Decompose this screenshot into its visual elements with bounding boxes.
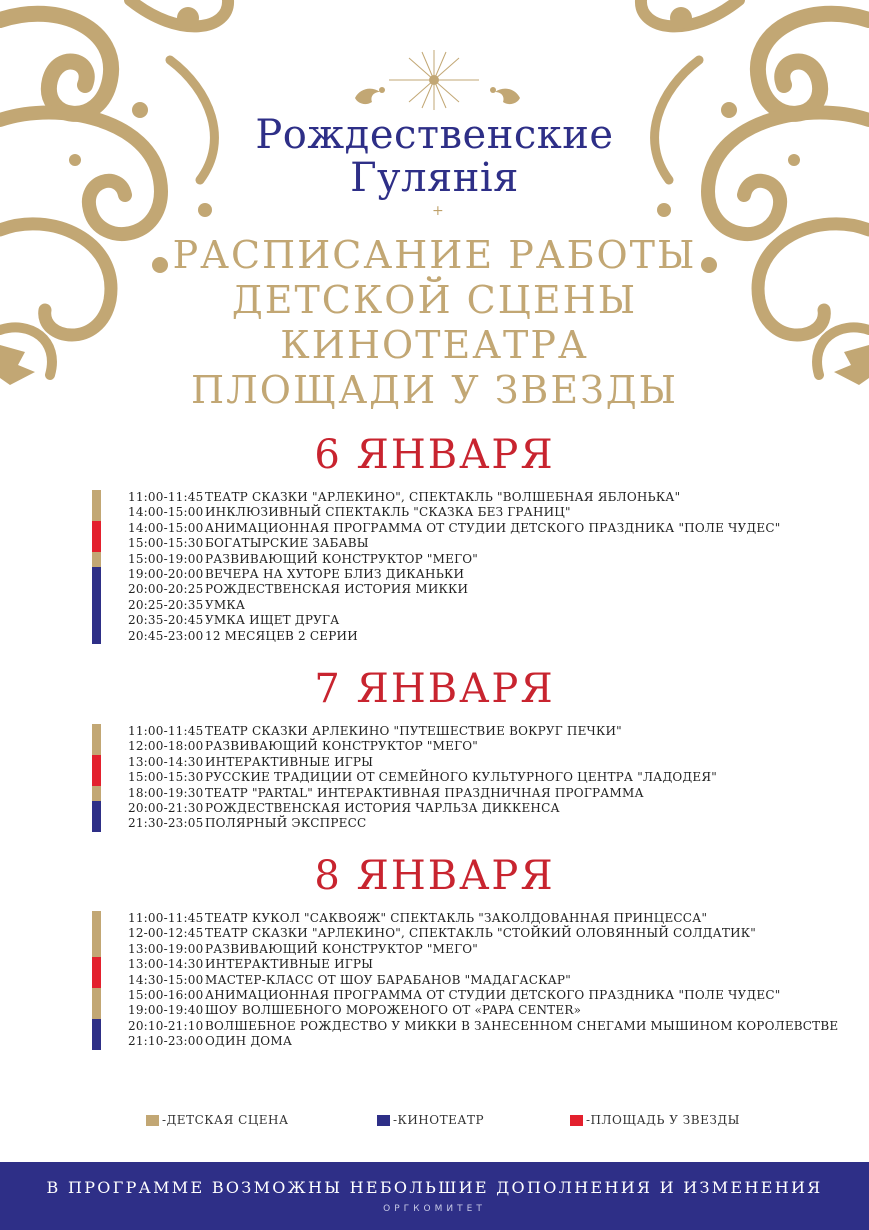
event-time: 20:00-21:30 xyxy=(128,800,204,815)
event-description: ТЕАТР СКАЗКИ АРЛЕКИНО "ПУТЕШЕСТВИЕ ВОКРУГ ПЕЧКИ" xyxy=(205,724,622,738)
event-time: 15:00-16:00 xyxy=(128,987,204,1002)
venue-color-bar xyxy=(92,911,101,926)
venue-color-bar xyxy=(92,490,101,505)
venue-color-bar xyxy=(92,567,101,582)
event-time: 20:25-20:35 xyxy=(128,597,204,612)
event-description: ТЕАТР СКАЗКИ "АРЛЕКИНО", СПЕКТАКЛЬ "СТОЙКИЙ ОЛОВЯННЫЙ СОЛДАТИК" xyxy=(205,926,756,941)
event-description: БОГАТЫРСКИЕ ЗАБАВЫ xyxy=(205,536,369,551)
event-time: 13:00-14:30 xyxy=(128,957,204,972)
star-icon xyxy=(384,50,484,110)
legend-swatch xyxy=(146,1115,159,1126)
event-description: РАЗВИВАЮЩИЙ КОНСТРУКТОР "МЕГО" xyxy=(205,739,478,754)
event-description: ВОЛШЕБНОЕ РОЖДЕСТВО У МИККИ В ЗАНЕСЕННОМ СНЕГАМИ МЫШИНОМ КОРОЛЕВСТВЕ xyxy=(205,1018,839,1033)
venue-color-bar xyxy=(92,816,101,831)
event-description: ИНКЛЮЗИВНЫЙ СПЕКТАКЛЬ "СКАЗКА БЕЗ ГРАНИЦ" xyxy=(205,505,571,520)
event-time: 18:00-19:30 xyxy=(128,785,204,800)
event-time: 13:00-19:00 xyxy=(128,941,204,956)
event-time: 19:00-19:40 xyxy=(128,1003,204,1018)
venue-color-bar xyxy=(92,521,101,536)
subtitle-line: РАСПИСАНИЕ РАБОТЫ xyxy=(172,233,697,277)
legend-item-kids-stage xyxy=(146,1113,289,1127)
event-time: 20:45-23:00 xyxy=(128,628,204,643)
legend xyxy=(0,1113,869,1133)
venue-color-bar xyxy=(92,770,101,785)
event-time: 19:00-20:00 xyxy=(128,566,204,581)
event-description: РУССКИЕ ТРАДИЦИИ ОТ СЕМЕЙНОГО КУЛЬТУРНОГО ЦЕНТРА "ЛАДОДЕЯ" xyxy=(205,770,717,785)
legend-swatch xyxy=(377,1115,390,1126)
event-time: 20:35-20:45 xyxy=(128,613,204,628)
venue-color-bar xyxy=(92,801,101,816)
venue-color-bar xyxy=(92,582,101,597)
day-title: 6 ЯНВАРЯ xyxy=(314,432,555,478)
footer-notice: В ПРОГРАММЕ ВОЗМОЖНЫ НЕБОЛЬШИЕ ДОПОЛНЕНИЯ И ИЗМЕНЕНИЯ xyxy=(46,1178,823,1197)
venue-color-bar xyxy=(92,536,101,551)
venue-color-bar xyxy=(92,598,101,613)
venue-color-bar xyxy=(92,724,101,739)
event-time: 14:00-15:00 xyxy=(128,505,204,520)
venue-color-bar xyxy=(92,942,101,957)
event-description: ИНТЕРАКТИВНЫЕ ИГРЫ xyxy=(205,957,374,972)
legend-swatch xyxy=(570,1115,583,1126)
event-time: 20:10-21:10 xyxy=(128,1018,204,1033)
subtitle-line: КИНОТЕАТРА xyxy=(280,323,589,367)
legend-item-cinema xyxy=(377,1113,484,1127)
event-time: 21:30-23:05 xyxy=(128,816,204,831)
event-description: МАСТЕР-КЛАСС ОТ ШОУ БАРАБАНОВ "МАДАГАСКАР" xyxy=(205,972,571,987)
event-description: ВЕЧЕРА НА ХУТОРЕ БЛИЗ ДИКАНЬКИ xyxy=(205,566,465,581)
event-description: ОДИН ДОМА xyxy=(205,1034,293,1049)
venue-color-bar xyxy=(92,552,101,567)
event-time: 12-00-12:45 xyxy=(128,926,204,941)
venue-color-bar xyxy=(92,739,101,754)
legend-label: -ДЕТСКАЯ СЦЕНА xyxy=(162,1113,289,1127)
event-description: ТЕАТР СКАЗКИ "АРЛЕКИНО", СПЕКТАКЛЬ "ВОЛШЕБНАЯ ЯБЛОНЬКА" xyxy=(205,490,681,504)
footer-signature: ОРГКОМИТЕТ xyxy=(383,1204,486,1214)
event-description: ИНТЕРАКТИВНЫЕ ИГРЫ xyxy=(205,754,374,769)
event-time: 13:00-14:30 xyxy=(128,754,204,769)
angel-left-icon xyxy=(350,80,390,110)
event-description: АНИМАЦИОННАЯ ПРОГРАММА ОТ СТУДИИ ДЕТСКОГО ПРАЗДНИКА "ПОЛЕ ЧУДЕС" xyxy=(205,520,781,535)
event-time: 11:00-11:45 xyxy=(128,724,204,738)
event-description: РОЖДЕСТВЕНСКАЯ ИСТОРИЯ МИККИ xyxy=(205,582,469,597)
venue-color-bar xyxy=(92,613,101,628)
event-time: 14:00-15:00 xyxy=(128,520,204,535)
venue-color-bar xyxy=(92,988,101,1003)
event-description: ШОУ ВОЛШЕБНОГО МОРОЖЕНОГО ОТ «PAPA CENTER» xyxy=(205,1003,582,1018)
day-title: 8 ЯНВАРЯ xyxy=(314,853,555,899)
event-description: УМКА xyxy=(205,597,246,612)
event-time: 14:30-15:00 xyxy=(128,972,204,987)
event-time: 11:00-11:45 xyxy=(128,911,204,925)
event-time: 12:00-18:00 xyxy=(128,739,204,754)
event-time: 15:00-19:00 xyxy=(128,551,204,566)
event-time: 21:10-23:00 xyxy=(128,1034,204,1049)
angel-right-icon xyxy=(485,80,525,110)
legend-item-star-square xyxy=(570,1113,740,1127)
subtitle-line: ПЛОЩАДИ У ЗВЕЗДЫ xyxy=(190,368,679,412)
venue-color-bar xyxy=(92,1003,101,1018)
day-title: 7 ЯНВАРЯ xyxy=(314,666,555,712)
legend-label: -ПЛОЩАДЬ У ЗВЕЗДЫ xyxy=(586,1113,740,1127)
event-description: РАЗВИВАЮЩИЙ КОНСТРУКТОР "МЕГО" xyxy=(205,941,478,956)
venue-color-bar xyxy=(92,957,101,972)
event-description: ПОЛЯРНЫЙ ЭКСПРЕСС xyxy=(205,816,367,831)
venue-color-bar xyxy=(92,1019,101,1034)
subtitle-line: ДЕТСКОЙ СЦЕНЫ xyxy=(231,278,638,322)
event-title-line2: Гулянія xyxy=(350,155,519,201)
small-star-icon: + xyxy=(432,203,444,219)
legend-label: -КИНОТЕАТР xyxy=(393,1113,485,1127)
venue-color-bar xyxy=(92,786,101,801)
venue-color-bar xyxy=(92,973,101,988)
event-description: ТЕАТР КУКОЛ "САКВОЯЖ" СПЕКТАКЛЬ "ЗАКОЛДОВАННАЯ ПРИНЦЕССА" xyxy=(205,911,708,925)
venue-color-bar xyxy=(92,926,101,941)
event-title-line1: Рождественские xyxy=(255,112,614,158)
venue-color-bar xyxy=(92,1034,101,1049)
event-time: 15:00-15:30 xyxy=(128,770,204,785)
event-time: 20:00-20:25 xyxy=(128,582,204,597)
schedule-subtitle xyxy=(0,233,869,413)
event-description: РОЖДЕСТВЕНСКАЯ ИСТОРИЯ ЧАРЛЬЗА ДИККЕНСА xyxy=(205,800,560,815)
event-description: АНИМАЦИОННАЯ ПРОГРАММА ОТ СТУДИИ ДЕТСКОГО ПРАЗДНИКА "ПОЛЕ ЧУДЕС" xyxy=(205,987,781,1002)
venue-color-bar xyxy=(92,629,101,644)
event-description: ТЕАТР "PARTAL" ИНТЕРАКТИВНАЯ ПРАЗДНИЧНАЯ ПРОГРАММА xyxy=(205,785,644,800)
venue-color-bar xyxy=(92,505,101,520)
event-description: УМКА ИЩЕТ ДРУГА xyxy=(205,613,340,628)
event-description: РАЗВИВАЮЩИЙ КОНСТРУКТОР "МЕГО" xyxy=(205,551,478,566)
event-description: 12 МЕСЯЦЕВ 2 СЕРИИ xyxy=(205,628,358,643)
event-time: 15:00-15:30 xyxy=(128,536,204,551)
footer-banner xyxy=(0,1162,869,1230)
venue-color-bar xyxy=(92,755,101,770)
event-time: 11:00-11:45 xyxy=(128,490,204,504)
